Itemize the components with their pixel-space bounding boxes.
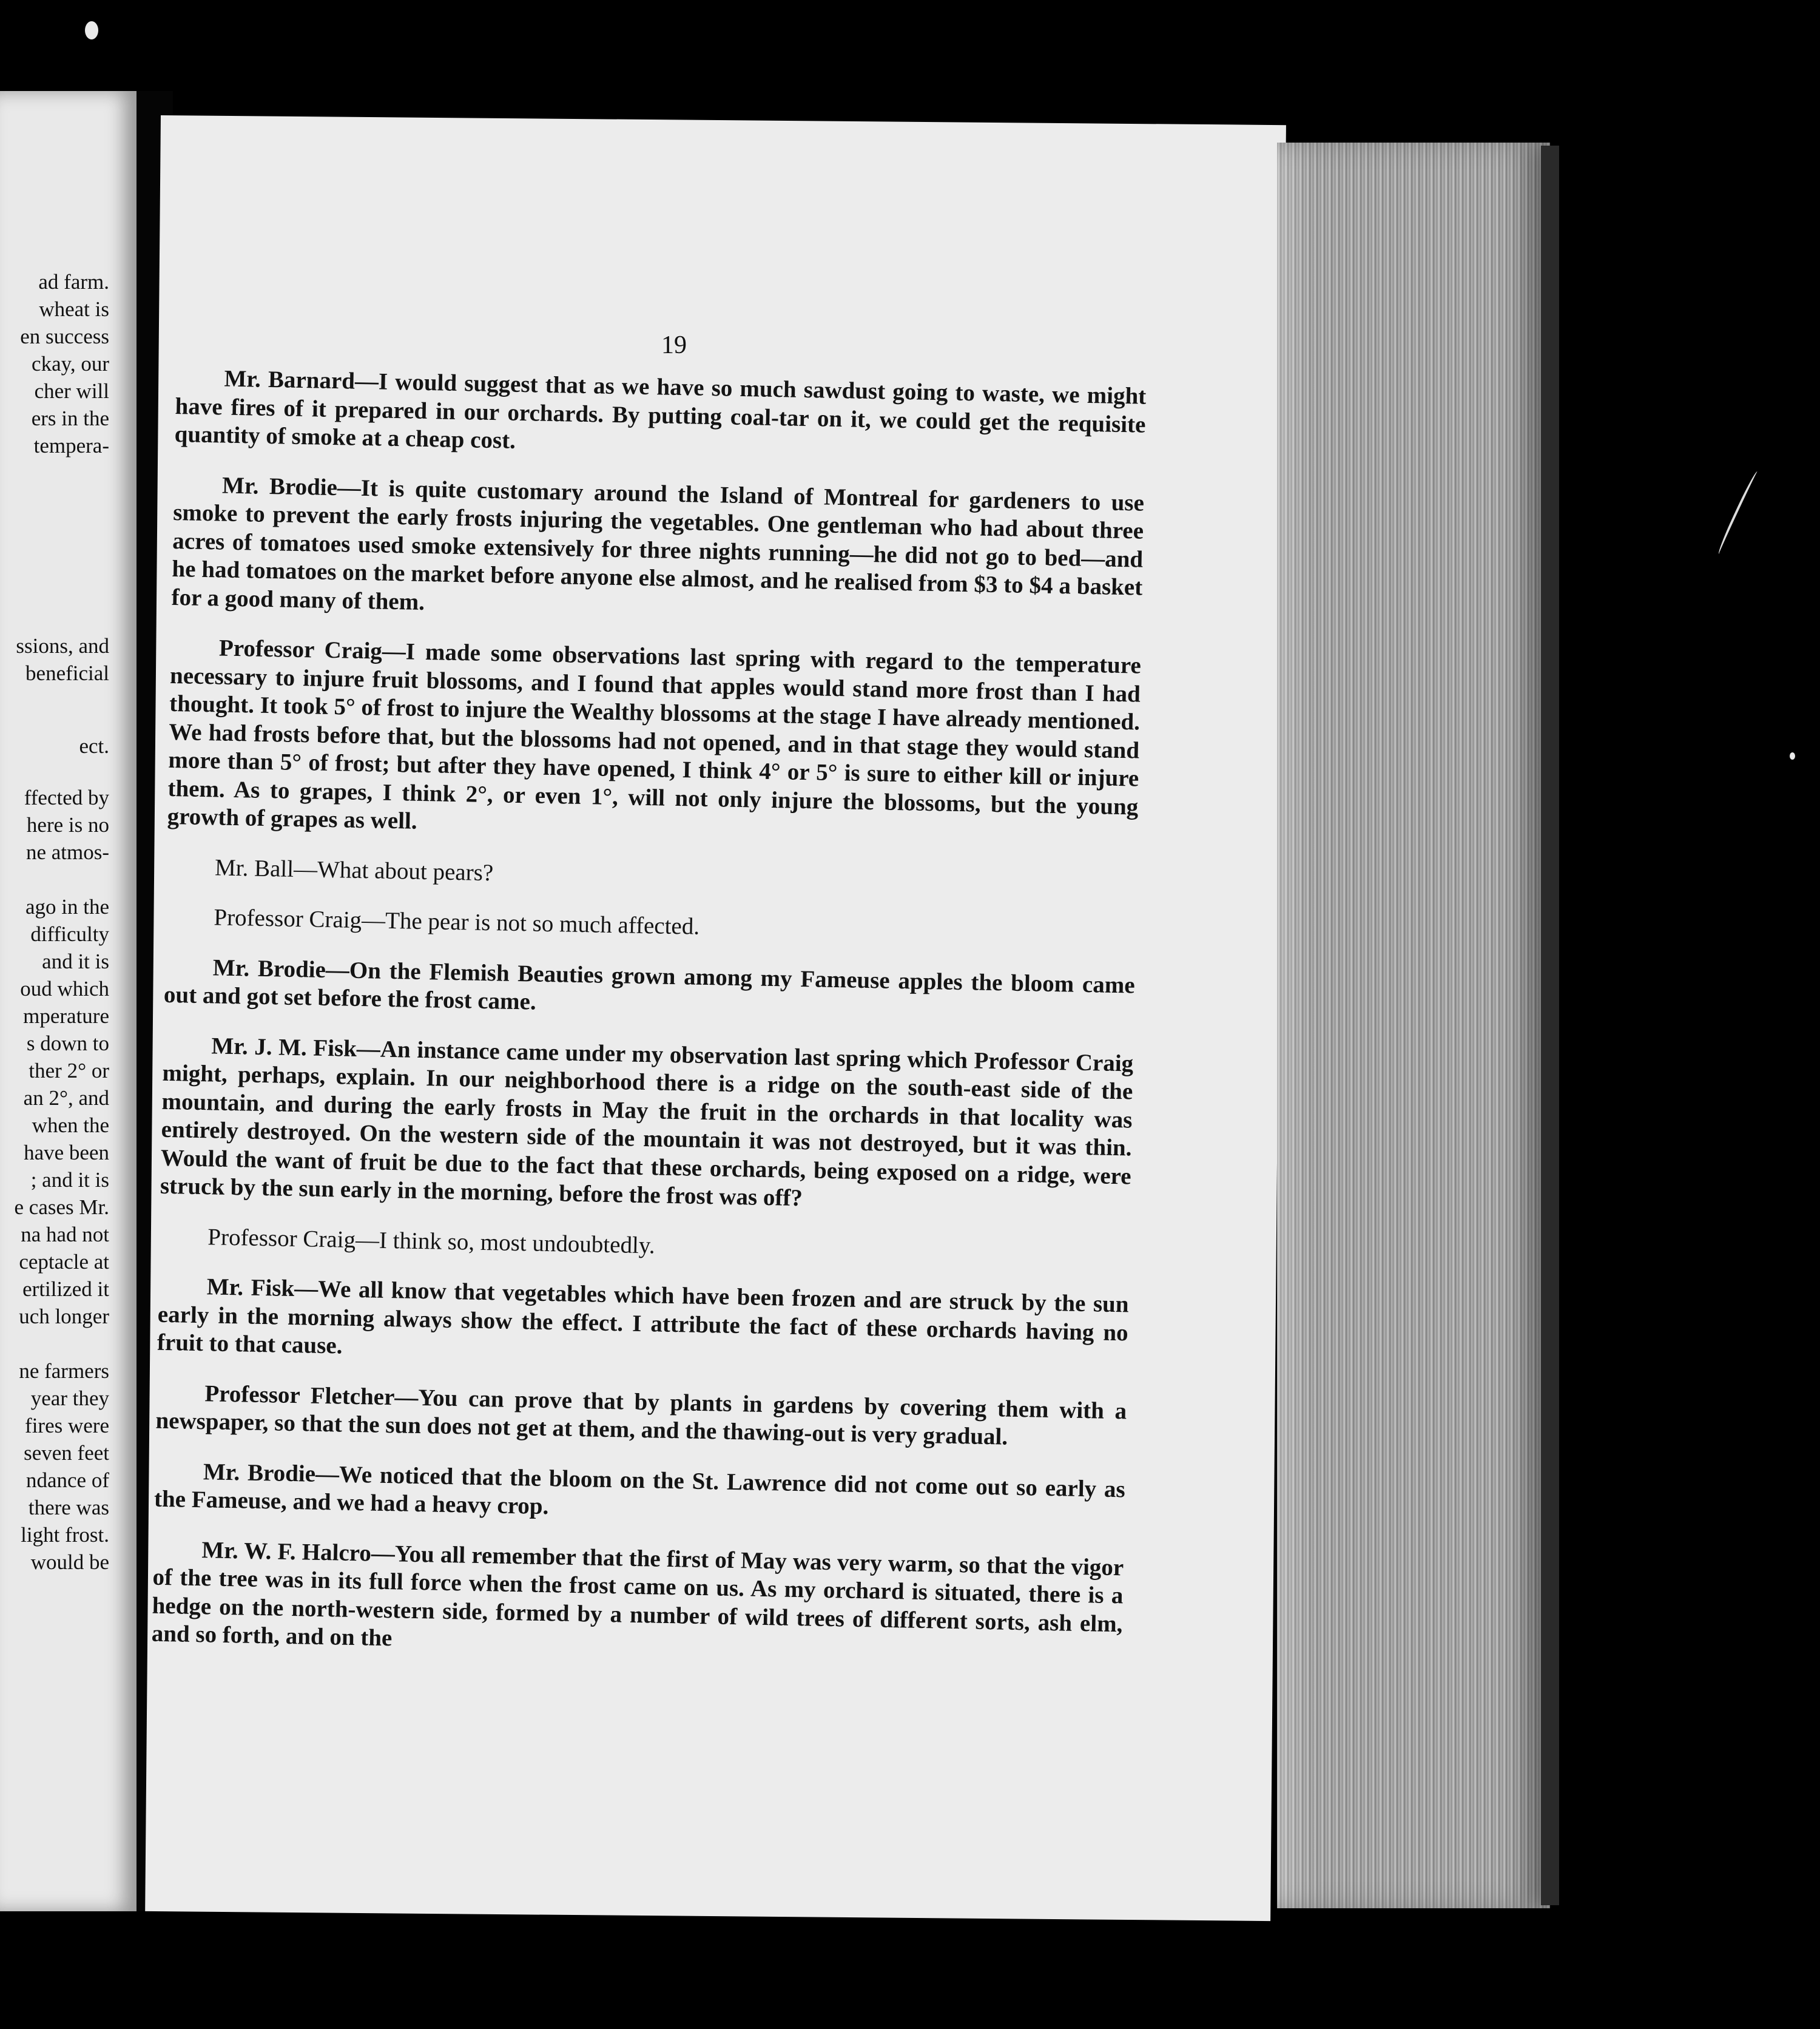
facing-page-line: tempera-	[33, 434, 109, 457]
paragraph-brodie-flemish: Mr. Brodie—On the Flemish Beauties grown among my Fameuse apples the bloom came out and got set before the frost came.	[163, 954, 1136, 1015]
paragraph-craig-agree: Professor Craig—I think so, most undoubtedly.	[207, 1223, 656, 1258]
facing-page-line: wheat is	[39, 297, 109, 321]
facing-page-line: mperature	[23, 1004, 109, 1028]
facing-page-line: would be	[30, 1550, 109, 1574]
facing-page-line: oud which	[20, 977, 109, 1001]
facing-page-line: ; and it is	[30, 1168, 109, 1192]
paragraph-halcro: Mr. W. F. Halcro—You all remember that the first of May was very warm, so that the vigor of the tree was in its full force when the frost came on us. As my orchard is situated, there is a hedge on the north-western side, formed by a number of wild trees of different sorts, ash elm, and so forth, and on the	[151, 1536, 1124, 1652]
paragraph-fletcher: Professor Fletcher—You can prove that by plants in gardens by covering them with a newspaper, so that the sun does not get at them, and the thawing-out is very gradual.	[155, 1380, 1127, 1450]
facing-page-fragment	[0, 91, 136, 1911]
facing-page-line: ther 2° or	[29, 1059, 109, 1082]
facing-page-line: when the	[32, 1113, 109, 1137]
facing-page-line: ffected by	[24, 786, 109, 809]
paragraph-brodie-smoke: Mr. Brodie—It is quite customary around the Island of Montreal for gardeners to use smoke to prevent the early frosts injuring the vegetables. One gentleman who had about three acres of tomatoes used smoke extensively for three nights running—he did not go to bed—and he had tomatoes on the market before anyone else almost, and he realised from $3 to $4 a basket for a good many of them.	[171, 472, 1145, 615]
facing-page-line: here is no	[26, 813, 109, 837]
facing-page-line: uch longer	[19, 1305, 109, 1328]
facing-page-line: s down to	[26, 1031, 109, 1055]
facing-page-line: en success	[20, 325, 109, 348]
facing-page-line: light frost.	[21, 1523, 109, 1547]
facing-page-line: fires were	[25, 1414, 109, 1437]
paragraph-fisk-vegetables: Mr. Fisk—We all know that vegetables which have been frozen and are struck by the sun early in the morning always show the effect. I attribute the fact of these orchards having no fruit to that cause.	[157, 1274, 1129, 1359]
facing-page-line: ers in the	[31, 407, 109, 430]
facing-page-line: ne farmers	[19, 1359, 109, 1383]
paragraph-craig-observations: Professor Craig—I made some observations last spring with regard to the temperature necessary to injure fruit blossoms, and I found that apples would stand more frost than I had thought. It took 5° of frost to injure the Wealthy blossoms at the stage I have already mentioned. We had frosts before that, but the blossoms had not opened, and in that stage they would stand more than 5° of frost; but after they have opened, I think 4° or 5° is sure to either kill or injure them. As to grapes, I think 2°, or even 1°, will not only injure the blossoms, but the young growth of grapes as well.	[167, 635, 1142, 834]
paragraph-barnard: Mr. Barnard—I would suggest that as we have so much sawdust going to waste, we might have fires of it prepared in our orchards. By putting coal-tar on it, we could get the requisite quantity of smoke at a cheap cost.	[174, 365, 1147, 454]
facing-page-line: ckay, our	[32, 352, 109, 376]
facing-page-line: ssions, and	[16, 634, 109, 658]
paragraph-brodie-st-lawrence: Mr. Brodie—We noticed that the bloom on the St. Lawrence did not come out so early as the Fameuse, and we had a heavy crop.	[153, 1458, 1126, 1520]
page-edges-shadow	[1541, 146, 1559, 1905]
facing-page-line: beneficial	[25, 661, 109, 685]
facing-page-line: ect.	[79, 734, 109, 758]
film-scratch	[1716, 470, 1760, 555]
facing-page-line: ceptacle at	[19, 1250, 109, 1274]
facing-page-line: ertilized it	[22, 1277, 109, 1301]
facing-page-line: ago in the	[25, 895, 109, 919]
paragraph-craig-pear: Professor Craig—The pear is not so much affected.	[214, 904, 700, 940]
facing-page-line: na had not	[21, 1223, 109, 1246]
facing-page-line: ne atmos-	[25, 840, 109, 864]
facing-page-line: and it is	[42, 950, 109, 973]
facing-page-line: e cases Mr.	[14, 1195, 109, 1219]
body-text	[151, 364, 1147, 1689]
facing-page-line: cher will	[34, 379, 109, 403]
page-number: 19	[661, 331, 687, 359]
facing-page-line: year they	[30, 1386, 109, 1410]
dust-speck	[85, 21, 98, 39]
facing-page-line: difficulty	[30, 922, 109, 946]
facing-page-line: ad farm.	[38, 270, 109, 294]
facing-page-line: ndance of	[25, 1468, 109, 1492]
facing-page-line: there was	[28, 1496, 109, 1519]
paragraph-fisk-instance: Mr. J. M. Fisk—An instance came under my observation last spring which Professor Craig might, perhaps, explain. In our neighborhood there is a ridge on the south-east side of the mountain, and during the early frosts in May the fruit in the orchards in that locality was entirely destroyed. On the western side of the mountain it was not destroyed, but it was thin. Would the want of fruit be due to the fact that these orchards, being exposed on a ridge, were struck by the sun early in the morning, before the frost was off?	[160, 1032, 1134, 1212]
paragraph-ball-question: Mr. Ball—What about pears?	[214, 854, 494, 886]
facing-page-line: seven feet	[24, 1441, 109, 1465]
dust-speck	[1790, 752, 1795, 760]
facing-page-line: have been	[24, 1141, 109, 1164]
facing-page-line: an 2°, and	[23, 1086, 109, 1110]
page-edges	[1277, 143, 1550, 1908]
